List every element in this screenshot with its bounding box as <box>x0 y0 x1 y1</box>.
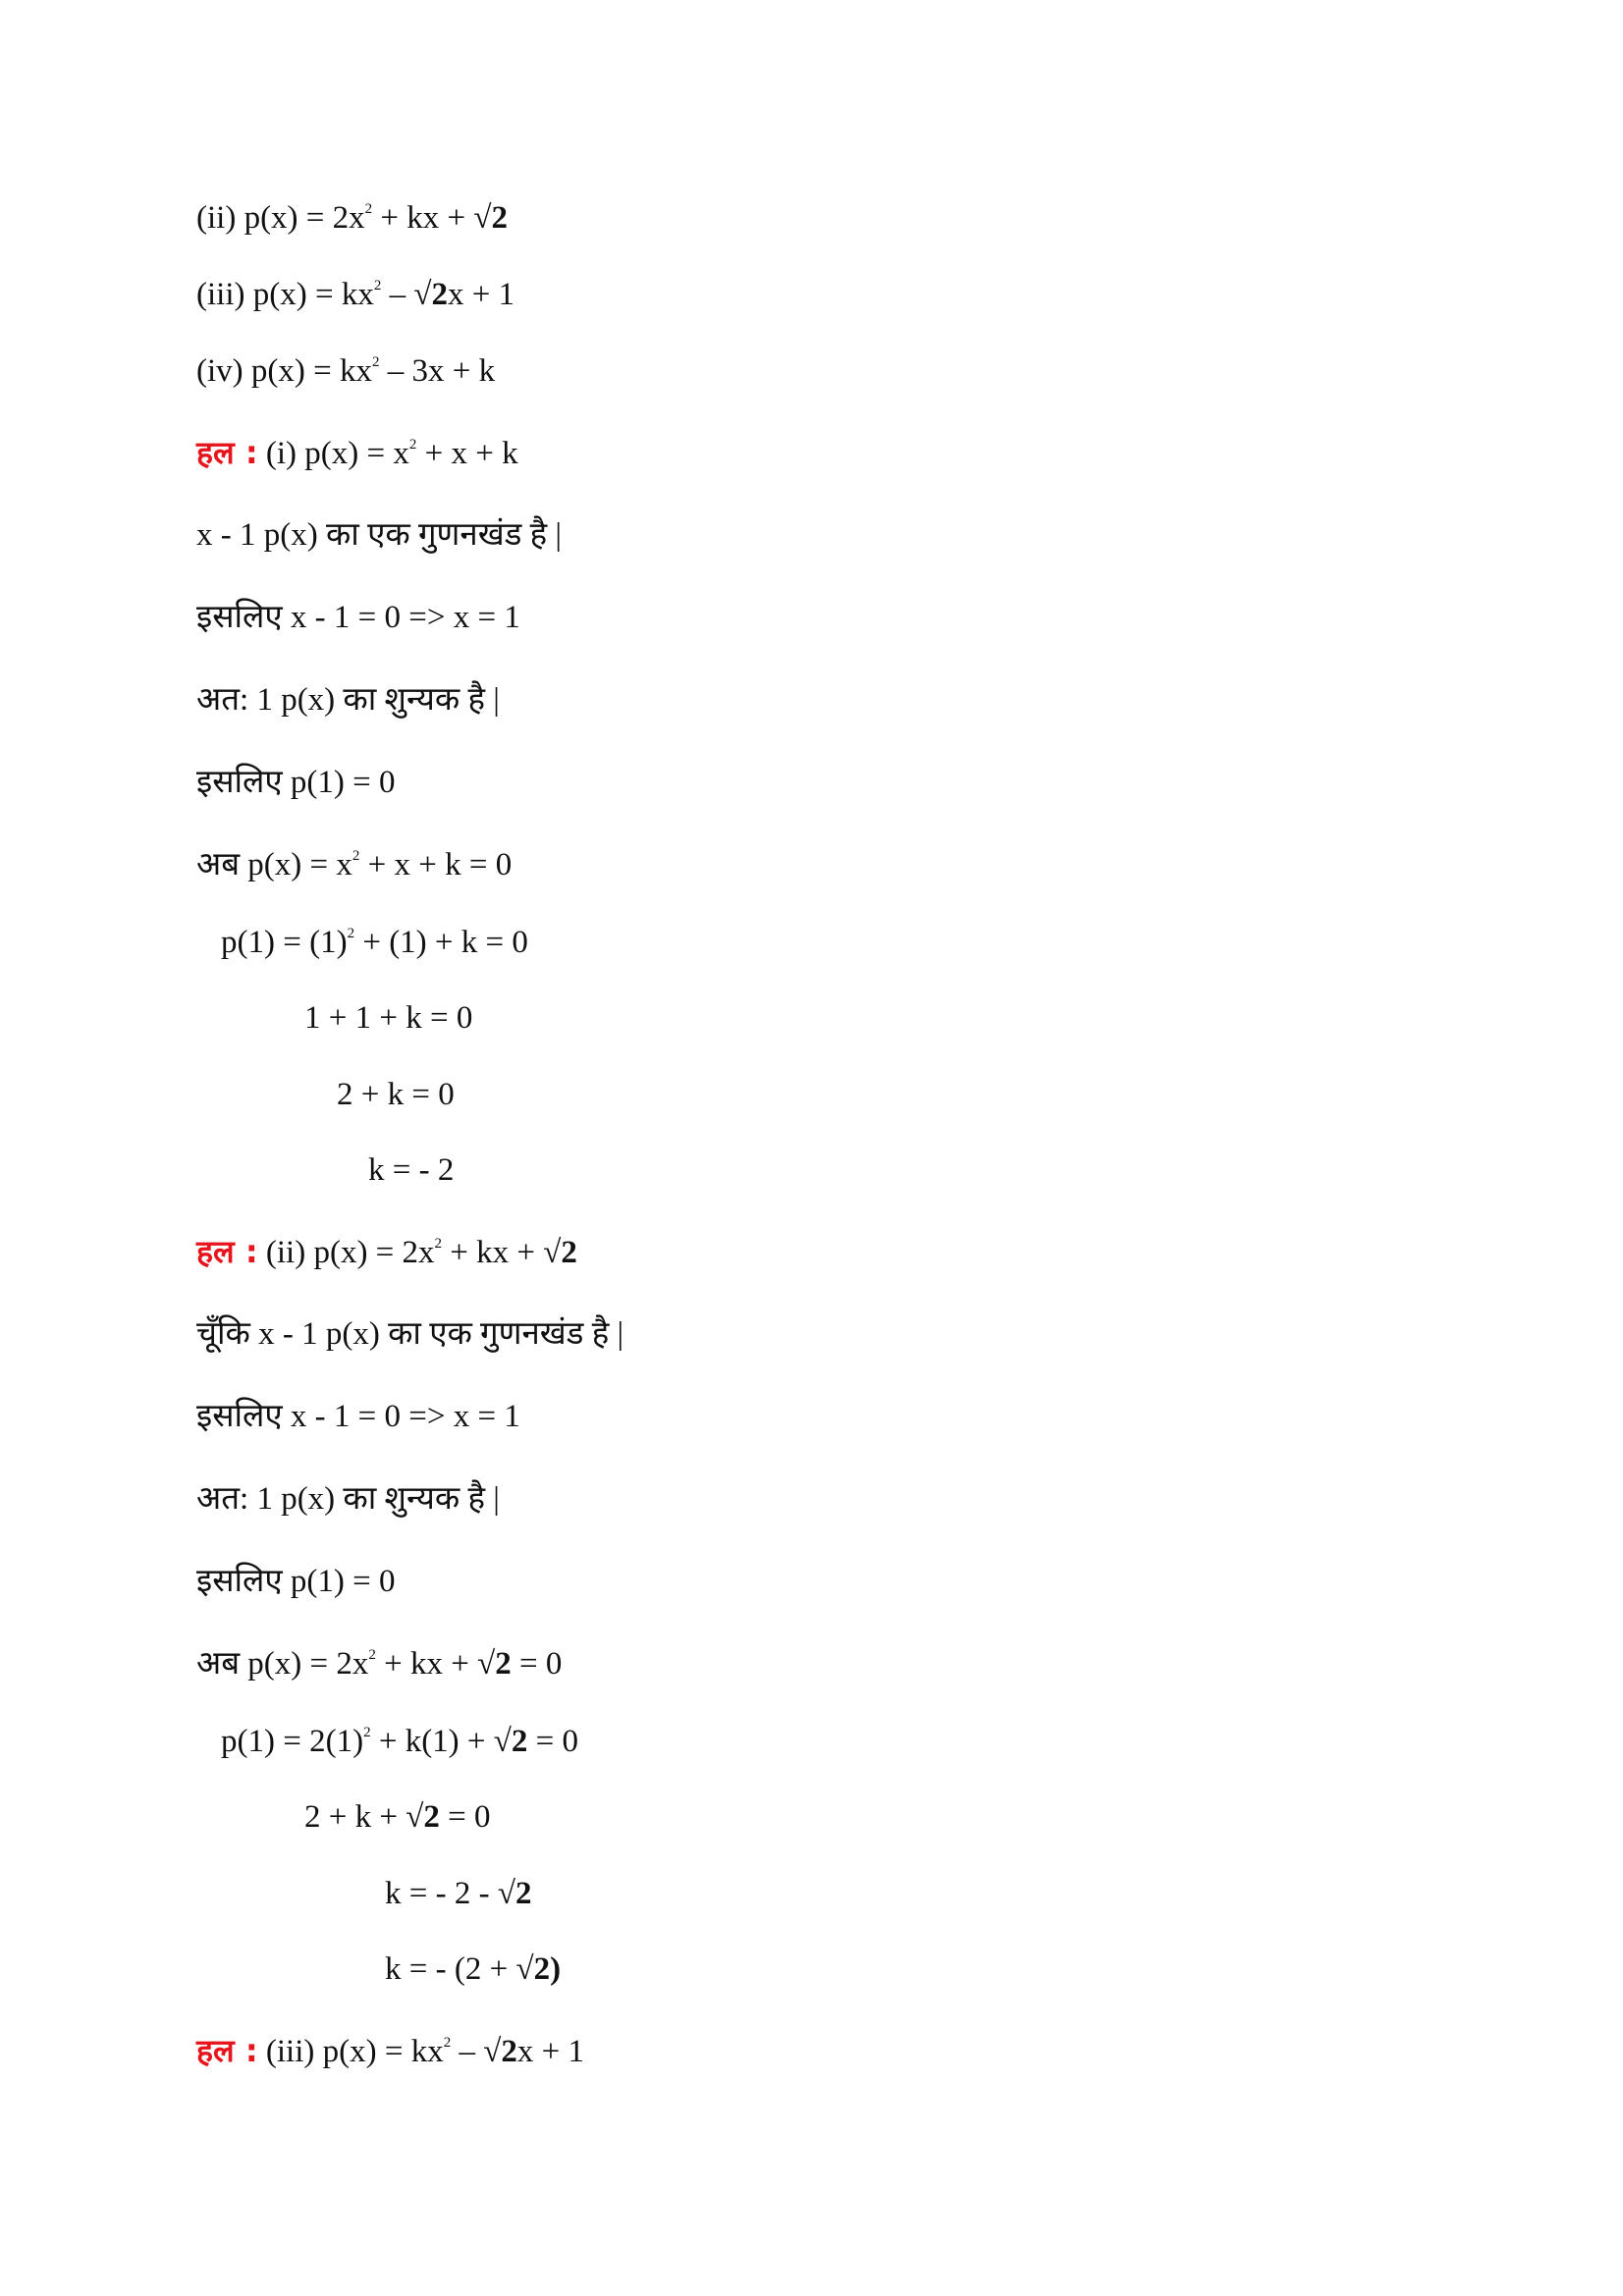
question-ii: (ii) $p(x) = 2x^2$ + kx + √2 <box>196 200 508 236</box>
solution-ii-line-6: $p(1) = 2(1)^2 + k(1) + √2 = 0$ <box>221 1724 579 1759</box>
solution-i-line-4: इसलिए p(1) = 0 <box>196 765 396 800</box>
solution-i-line-5: अब $p(x) = x^2 + x + k = 0$ <box>196 847 513 882</box>
solution-ii-line-9: k = - (2 + √2) <box>385 1951 562 1987</box>
solution-ii-line-8: k = - 2 - √2 <box>385 1876 532 1911</box>
question-iv: (iv) $p(x) = kx^2 - 3x + k$ <box>196 353 496 389</box>
solution-ii-line-3: अत: 1 p(x) का शुन्यक है | <box>196 1481 500 1517</box>
solution-label: हल : <box>196 434 258 471</box>
solution-iii-heading: हल : (iii) $p(x) = kx^2 - √2x + 1$ <box>196 2032 584 2069</box>
solution-i-line-7: 1 + 1 + k = 0 <box>304 1000 473 1036</box>
solution-label: हल : <box>196 2032 258 2069</box>
solution-ii-line-1: चूँकि x - 1 p(x) का एक गुणनखंड है | <box>196 1316 624 1352</box>
solution-i-line-2: इसलिए x - 1 = 0 => x = 1 <box>196 600 520 635</box>
solution-i-line-8: 2 + k = 0 <box>337 1077 455 1112</box>
question-iii: (iii) $p(x) = kx^2 - √2x + 1$ <box>196 277 515 312</box>
solution-i-heading: हल : (i) $p(x) = x^2 + x + k$ <box>196 434 518 471</box>
solution-i-line-9: k = - 2 <box>368 1152 455 1188</box>
solution-i-line-1: x - 1 p(x) का एक गुणनखंड है | <box>196 517 562 553</box>
solution-ii-line-4: इसलिए p(1) = 0 <box>196 1564 396 1599</box>
solution-ii-line-2: इसलिए x - 1 = 0 => x = 1 <box>196 1399 520 1434</box>
solution-ii-heading: हल : (ii) $p(x) = 2x^2$ + kx + √2 <box>196 1233 577 1270</box>
solution-ii-line-5: अब $p(x) = 2x^2$ + kx + √2 = 0 <box>196 1646 563 1682</box>
solution-ii-line-7: 2 + k + √2 = 0 <box>304 1799 491 1835</box>
solution-label: हल : <box>196 1233 258 1270</box>
solution-i-line-6: $p(1) = (1)^2 + (1) + k = 0$ <box>221 925 528 960</box>
solution-i-line-3: अत: 1 p(x) का शुन्यक है | <box>196 682 500 718</box>
